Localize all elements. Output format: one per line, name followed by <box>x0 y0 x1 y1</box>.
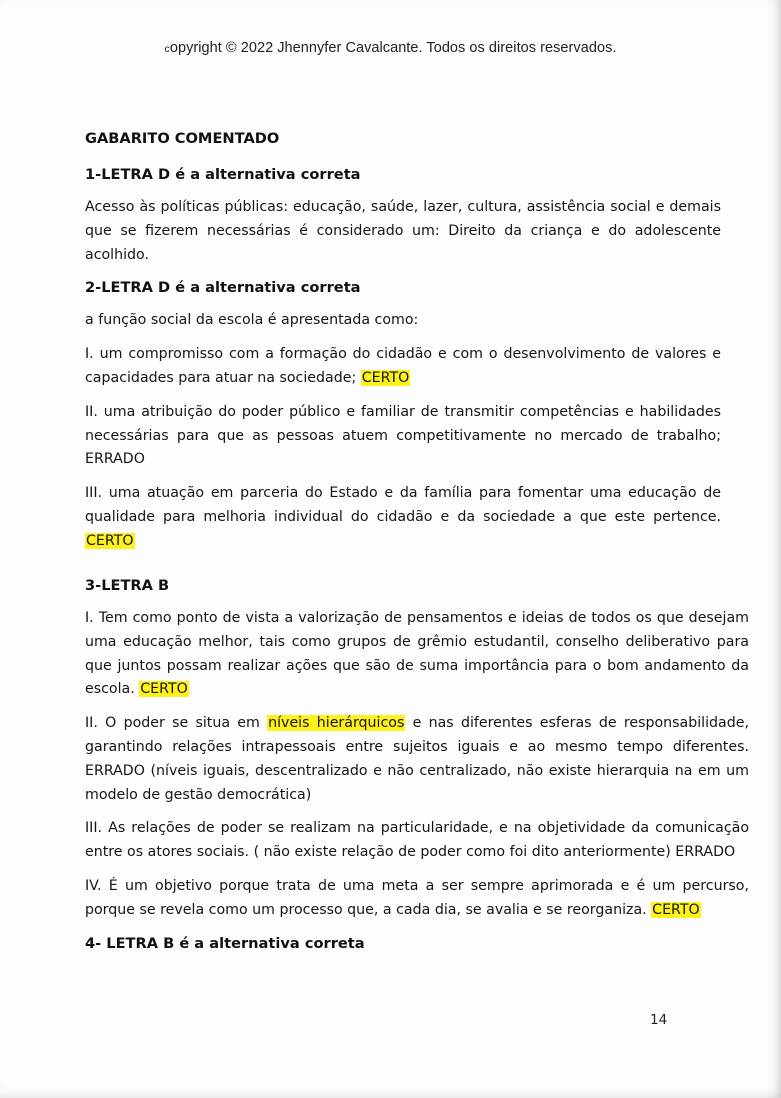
answer-key-bottom <box>85 575 749 955</box>
q2-item-i <box>85 343 721 391</box>
q2-intro: a função social da escola é apresentada como: <box>85 312 419 329</box>
copyright-header <box>0 40 781 56</box>
q2-item-iii-mark: CERTO <box>86 532 134 549</box>
q3-item-iii: III. As relações de poder se realizam na particularidade, e na objetividade da comunicação entre os atores sociais. ( não existe relação de poder como foi dito anteriormente) ERRADO <box>85 820 749 861</box>
q1-heading: 1-LETRA D é a alternativa correta <box>85 166 361 183</box>
q2-item-iii <box>85 482 721 553</box>
q3-item-iv-mark: CERTO <box>652 901 700 918</box>
q3-item-ii-post: e nas diferentes esferas de responsabilidade, garantindo relações intrapessoais entre sujeitos iguais e ao mesmo tempo diferentes. ERRADO (níveis iguais, descentralizado e não centralizado, não existe hierarquia na em um modelo de gestão democrática) <box>85 715 749 803</box>
answer-key-title: GABARITO COMENTADO <box>85 130 280 147</box>
q3-heading: 3-LETRA B <box>85 577 170 594</box>
q2-item-ii: II. uma atribuição do poder público e familiar de transmitir competências e habilidades necessárias para que as pessoas atuem competitivamente no mercado de trabalho; ERRADO <box>85 403 721 468</box>
q4-heading: 4- LETRA B é a alternativa correta <box>85 934 365 952</box>
q3-item-ii-pre: II. O poder se situa em <box>85 715 268 732</box>
copyright-text: opyright © 2022 Jhennyfer Cavalcante. Todos os direitos reservados. <box>169 40 617 56</box>
page-number: 14 <box>650 1012 668 1028</box>
q3-item-ii <box>85 712 749 807</box>
answer-key-top <box>85 128 721 554</box>
q2-item-i-mark: CERTO <box>361 369 410 386</box>
q1-text: Acesso às políticas públicas: educação, saúde, lazer, cultura, assistência social e demais que se fizerem necessárias é considerado um: Direito da criança e do adolescente acolhido. <box>85 199 721 263</box>
q2-item-iii-text: III. uma atuação em parceria do Estado e da família para fomentar uma educação de qualidade para melhoria individual do cidadão e da sociedade a que este pertence. <box>85 485 721 525</box>
q3-item-iv-text: IV. É um objetivo porque trata de uma meta a ser sempre aprimorada e é um percurso, porque se revela como um processo que, a cada dia, se avalia e se reorganiza. <box>85 877 749 918</box>
copyright-c: c <box>164 43 170 55</box>
q3-item-ii-mark: níveis hierárquicos <box>268 715 405 732</box>
q2-heading: 2-LETRA D é a alternativa correta <box>85 279 361 297</box>
q3-item-iv <box>85 875 749 923</box>
q2-item-i-text: I. um compromisso com a formação do cidadão e com o desenvolvimento de valores e capacidades para atuar na sociedade; <box>85 346 721 386</box>
q3-item-i <box>85 607 749 702</box>
q3-item-i-mark: CERTO <box>140 681 188 698</box>
q3-item-i-text: I. Tem como ponto de vista a valorização de pensamentos e ideias de todos os que desejam uma educação melhor, tais como grupos de grêmio estudantil, conselho deliberativo para que juntos possam realizar ações que são de suma importância para o bom andamento da escola. <box>85 610 749 698</box>
